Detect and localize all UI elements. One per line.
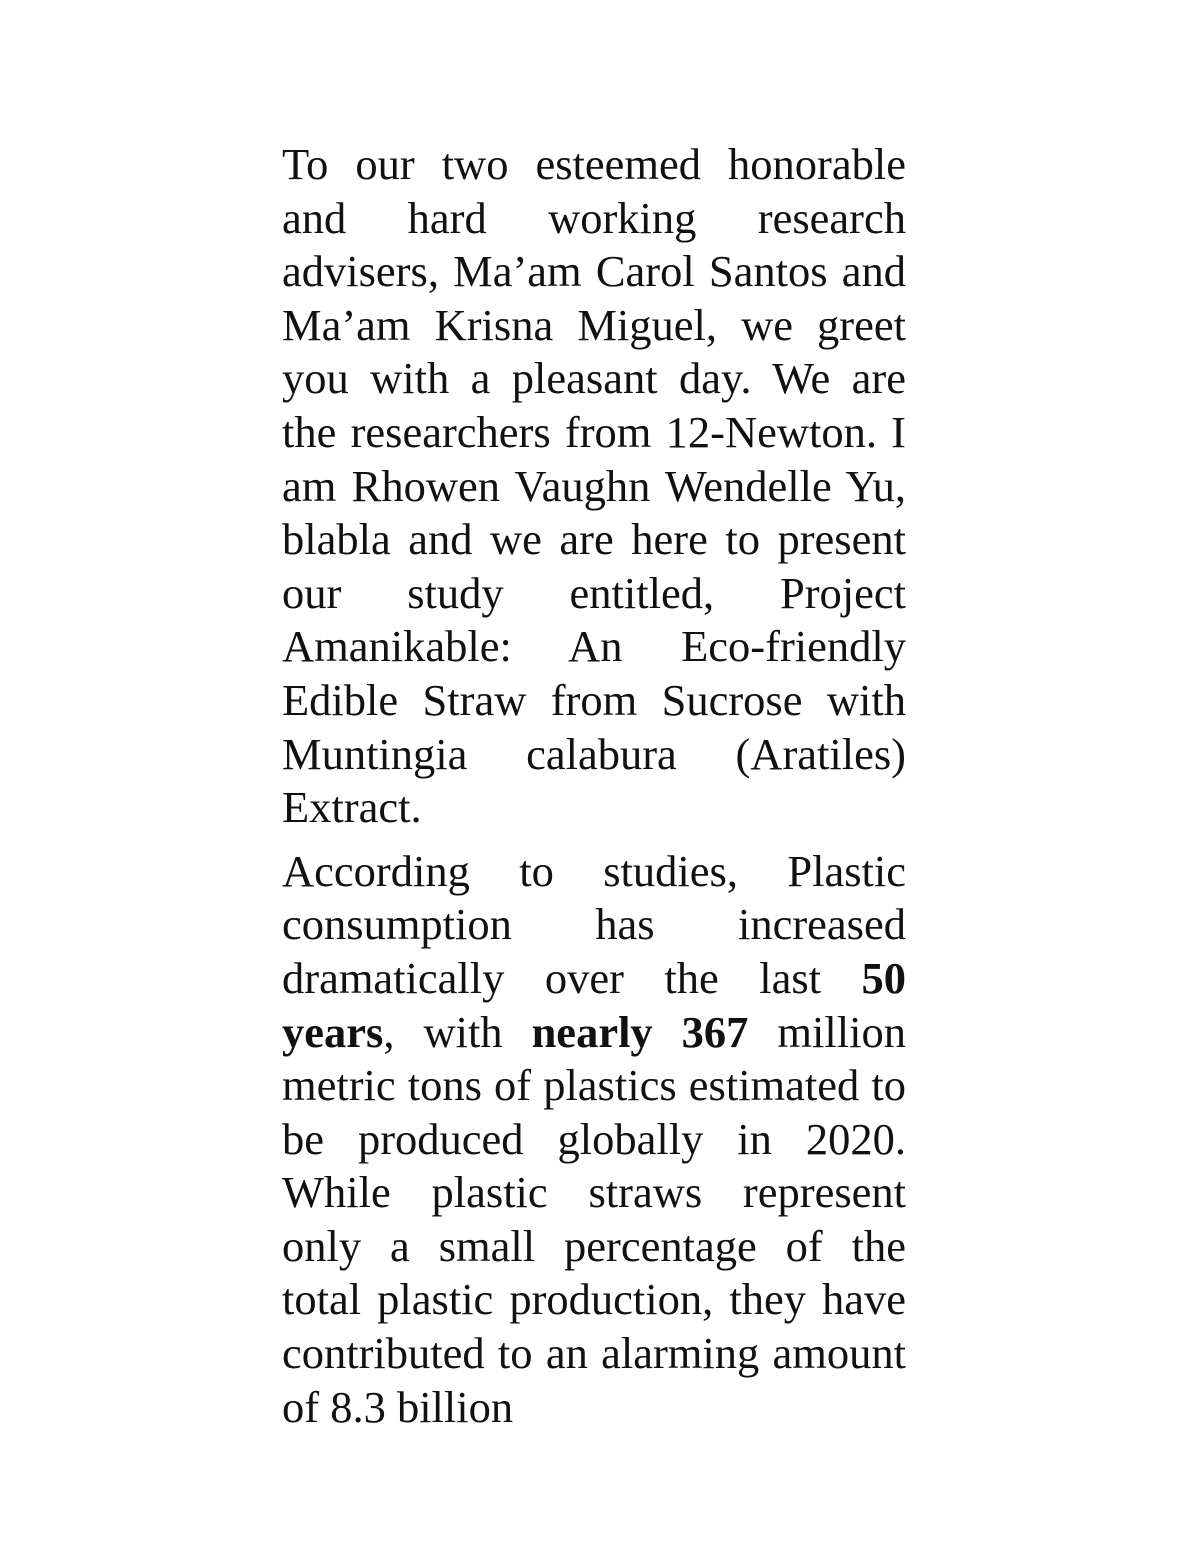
paragraph-segment: According to studies, Plastic consumption has increased dramatically over the last xyxy=(282,845,906,1003)
paragraph-greeting-text: To our two esteemed honorable and hard working research advisers, Ma’am Carol Santos and Ma’am Krisna Miguel, we greet you with a pleasant day. We are the researchers from 12-Newton. I am Rhowen Vaughn Wendelle Yu, blabla and we are here to present our study entitled, Project Amanikable: An Eco-friendly Edible Straw from Sucrose with Muntingia calabura (Aratiles) Extract. xyxy=(282,139,906,833)
bold-fifty-years: 50 years xyxy=(282,952,906,1057)
paragraph-segment: million metric tons of plastics estimated to be produced globally in 2020. While plastic straws represent only a small percentage of the total plastic production, they have contributed to an alarming amount of 8.3 billion xyxy=(282,1006,906,1432)
paragraph-plastic-consumption xyxy=(282,845,906,1435)
paragraph-greeting xyxy=(282,138,906,835)
body-text xyxy=(282,138,906,1434)
paragraph-segment: , with xyxy=(383,1006,532,1057)
bold-nearly-367: nearly 367 xyxy=(531,1006,749,1057)
